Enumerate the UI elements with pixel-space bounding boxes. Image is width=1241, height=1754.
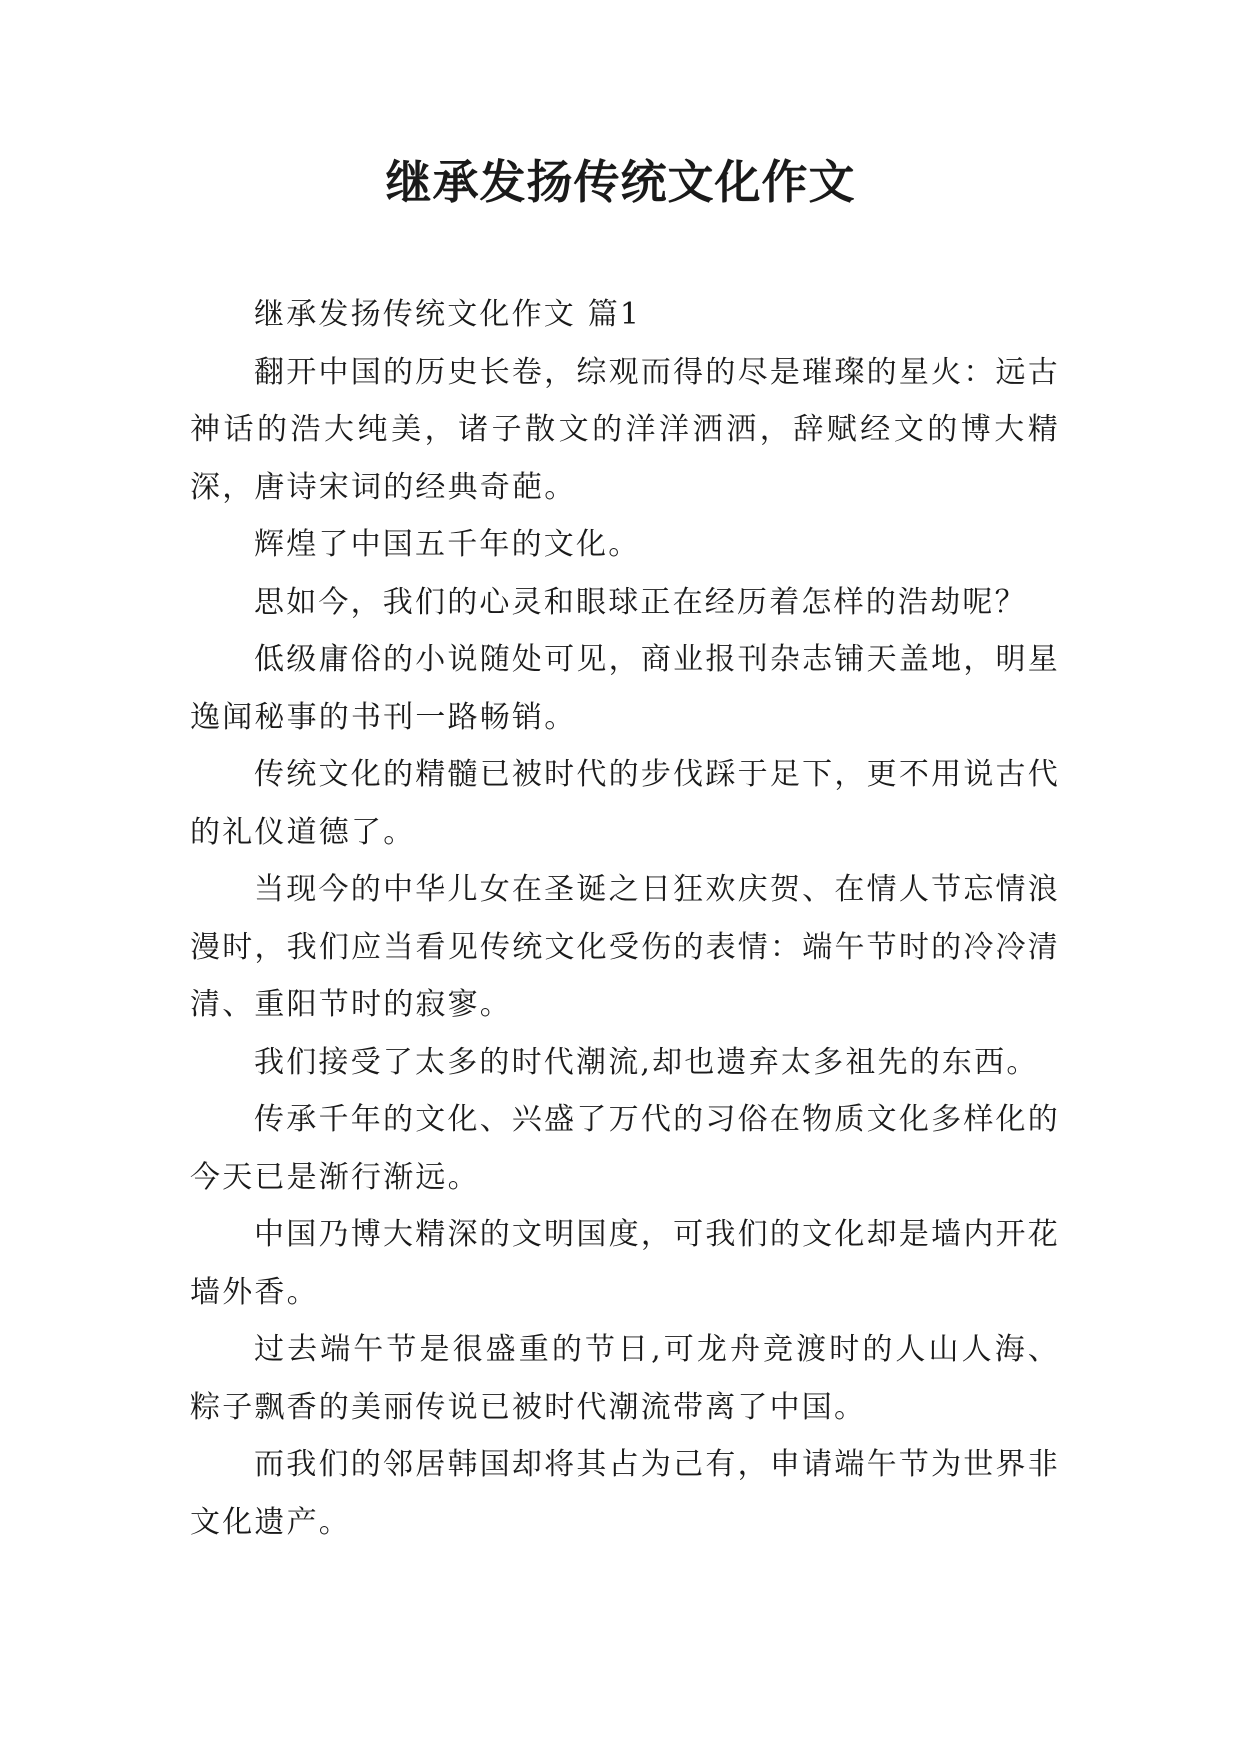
paragraph: 过去端午节是很盛重的节日,可龙舟竞渡时的人山人海、粽子飘香的美丽传说已被时代潮流带离了中国。 — [190, 1332, 1060, 1425]
paragraph: 当现今的中华儿女在圣诞之日狂欢庆贺、在情人节忘情浪漫时，我们应当看见传统文化受伤的表情：端午节时的冷冷清清、重阳节时的寂寥。 — [190, 872, 1060, 1022]
paragraph: 我们接受了太多的时代潮流,却也遗弃太多祖先的东西。 — [254, 1044, 1039, 1080]
section-heading: 继承发扬传统文化作文 篇1 — [254, 297, 642, 332]
paragraph: 传统文化的精髓已被时代的步伐踩于足下，更不用说古代的礼仪道德了。 — [190, 757, 1060, 850]
paragraph: 思如今，我们的心灵和眼球正在经历着怎样的浩劫呢？ — [254, 584, 1027, 620]
document-body — [190, 286, 1060, 1551]
paragraph: 辉煌了中国五千年的文化。 — [254, 527, 641, 562]
paragraph: 传承千年的文化、兴盛了万代的习俗在物质文化多样化的今天已是渐行渐远。 — [190, 1102, 1060, 1195]
paragraph: 翻开中国的历史长卷，综观而得的尽是璀璨的星火：远古神话的浩大纯美，诸子散文的洋洋洒洒，辞赋经文的博大精深，唐诗宋词的经典奇葩。 — [190, 354, 1060, 505]
document-title: 继承发扬传统文化作文 — [385, 155, 856, 209]
paragraph: 低级庸俗的小说随处可见，商业报刊杂志铺天盖地，明星逸闻秘事的书刊一路畅销。 — [190, 642, 1060, 735]
paragraph: 而我们的邻居韩国却将其占为己有，申请端午节为世界非文化遗产。 — [190, 1447, 1060, 1540]
paragraph: 中国乃博大精深的文明国度，可我们的文化却是墙内开花墙外香。 — [190, 1217, 1060, 1310]
